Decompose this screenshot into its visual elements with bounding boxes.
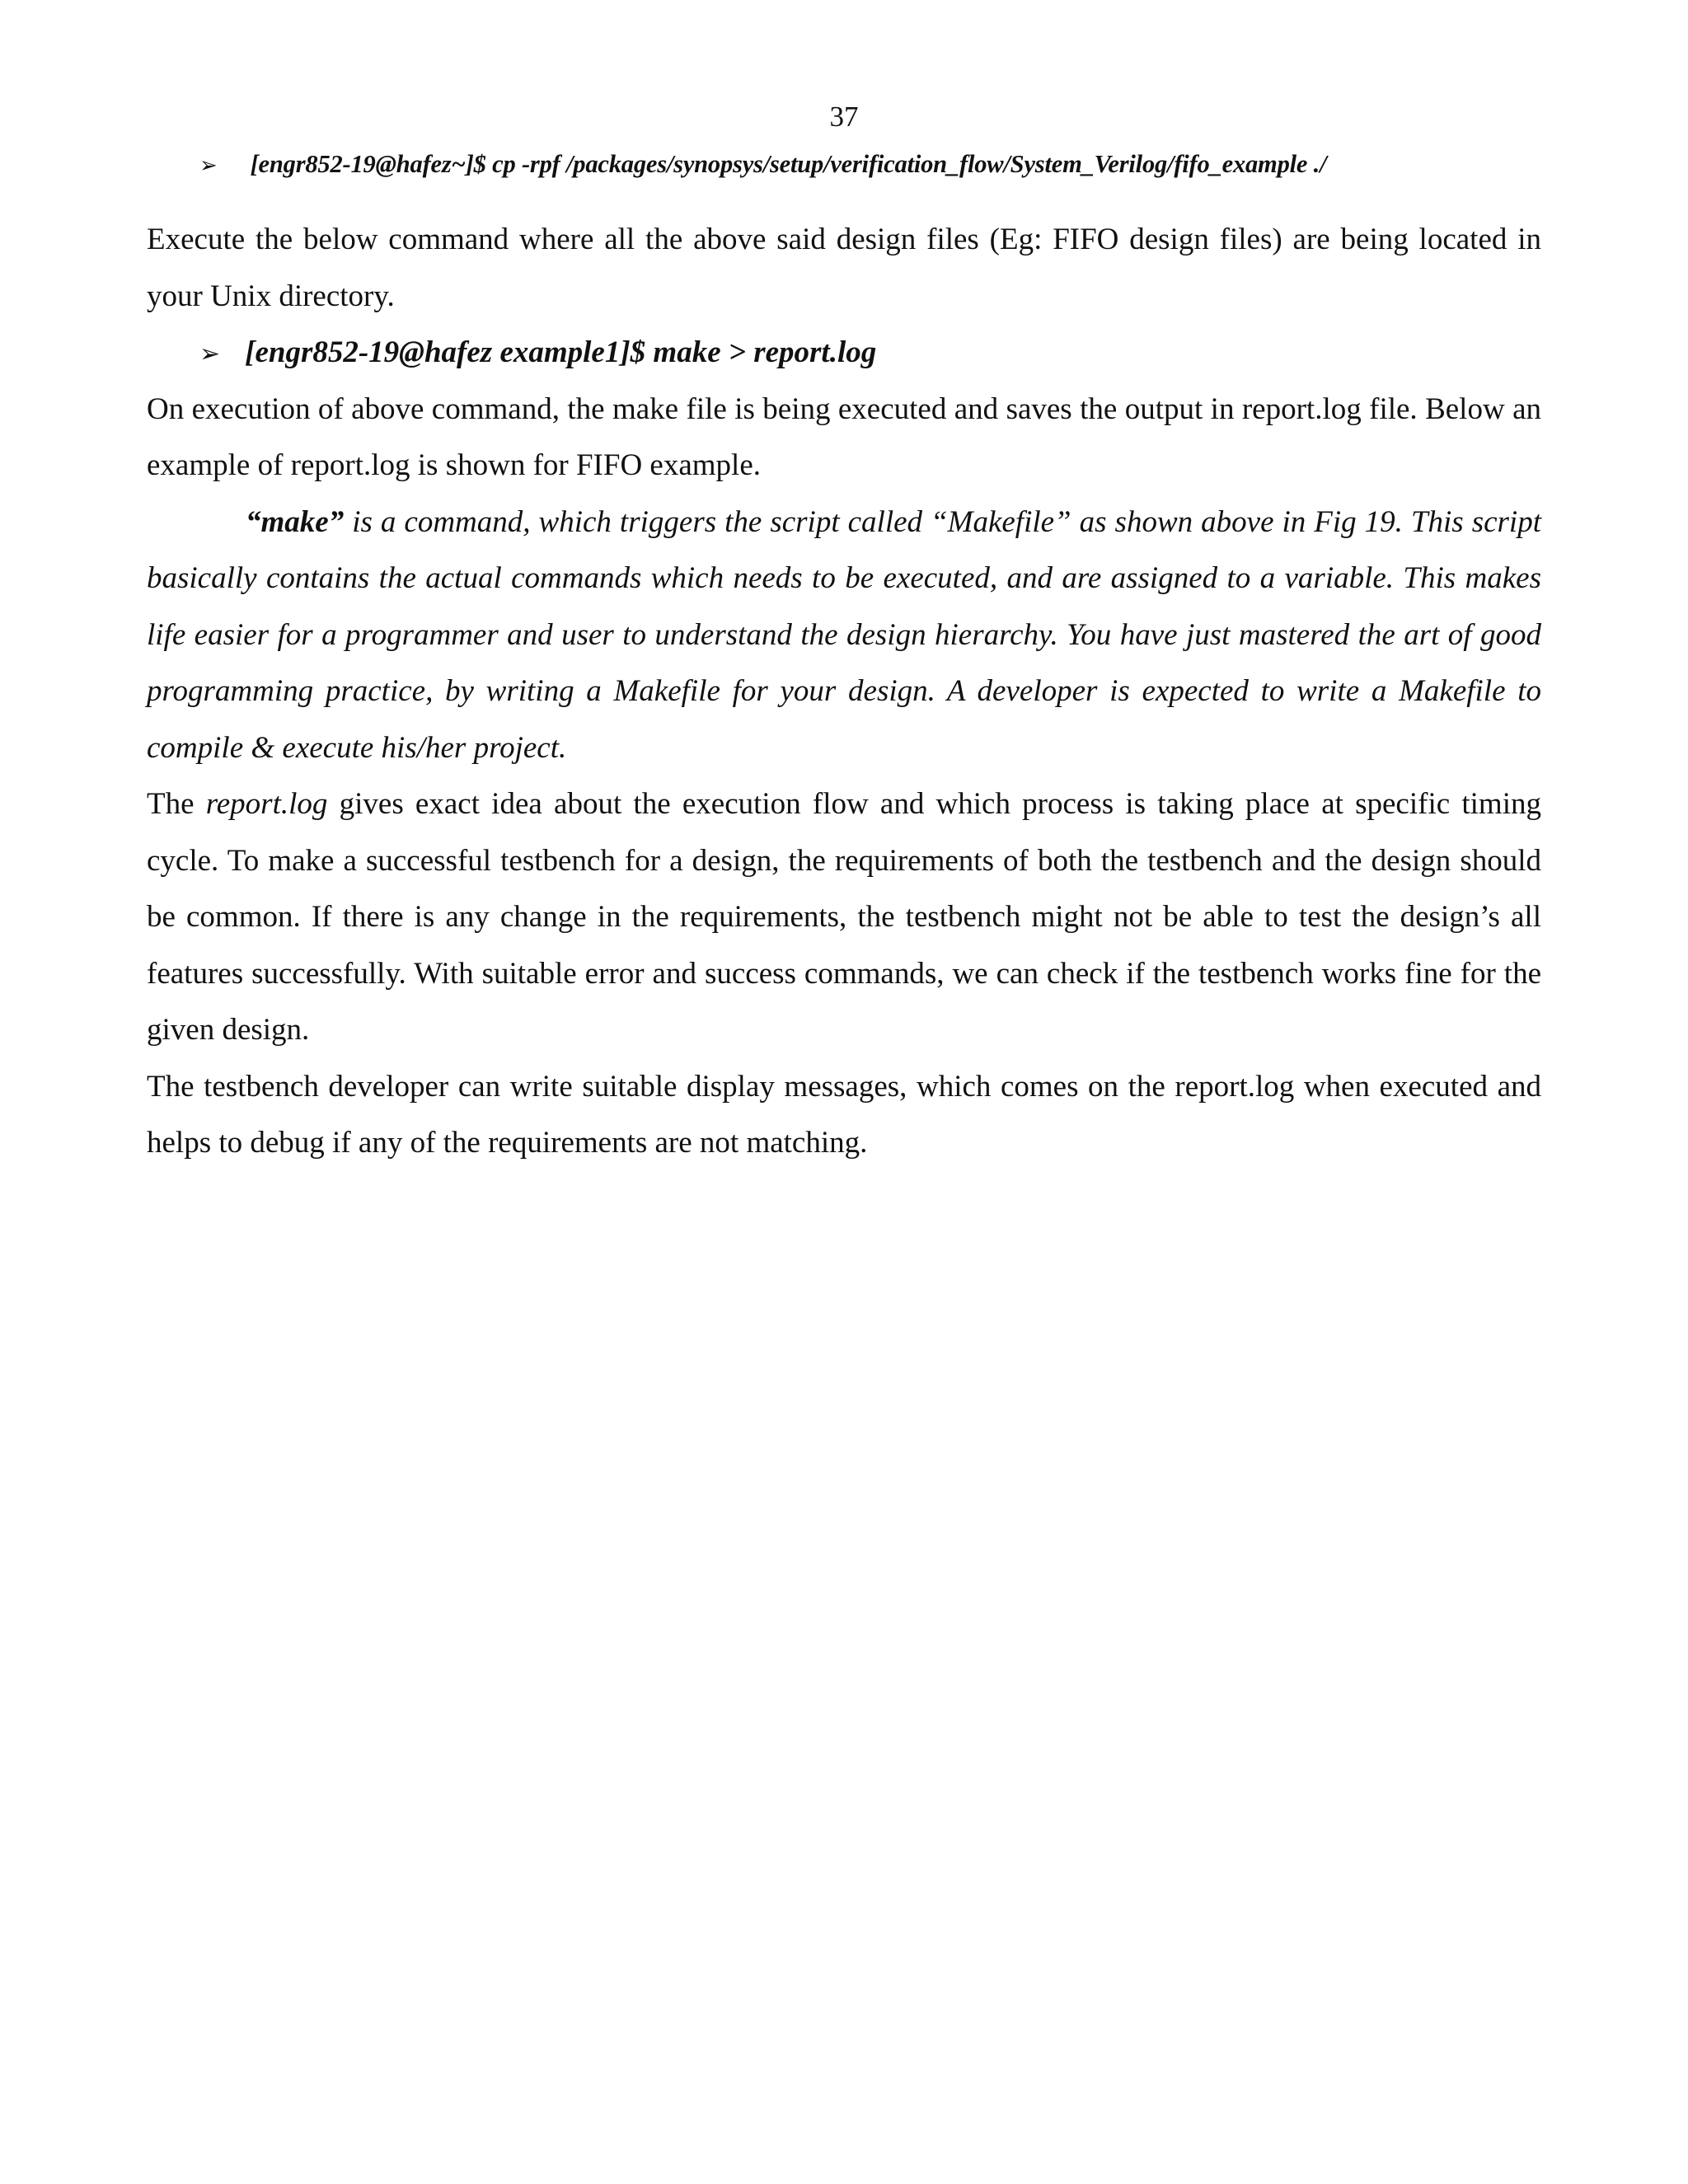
paragraph-report-log (147, 776, 1541, 1059)
copy-command-text: [engr852-19@hafez~]$ cp -rpf /packages/synopsys/setup/verification_flow/System_Verilog/fifo_example ./ (250, 150, 1327, 178)
make-command-line (199, 325, 1541, 382)
arrowhead-bullet-icon: ➢ (199, 340, 221, 368)
paragraph-testbench-messages: The testbench developer can write suitable display messages, which comes on the report.log when executed and helps to debug if any of the requirements are not matching. (147, 1069, 1541, 1160)
report-log-text: gives exact idea about the execution flow and which process is taking place at specific timing cycle. To make a successful testbench for a design, the requirements of both the testbench and the design should be common. If there is any change in the requirements, the testbench might not be able to test the design’s all features successfully. With suitable error and success commands, we can check if the testbench works fine for the given design. (147, 787, 1541, 1047)
report-log-lead: The (147, 787, 206, 821)
document-body (147, 143, 1541, 1172)
paragraph-make-note (147, 494, 1541, 777)
copy-command-line (199, 143, 1541, 185)
page-number: 37 (829, 101, 859, 133)
report-log-term: report.log (205, 787, 328, 821)
paragraph-make-execution: On execution of above command, the make file is being executed and saves the output in report.log file. Below an example of report.log is shown for FIFO example. (147, 391, 1541, 482)
paragraph-execute-command: Execute the below command where all the above said design files (Eg: FIFO design files) are being located in your Unix directory. (147, 223, 1541, 313)
make-note-text: is a command, which triggers the script called “Makefile” as shown above in Fig 19. This script basically contains the actual commands which needs to be executed, and are assigned to a variable. This makes life easier for a programmer and user to understand the design hierarchy. You have just mastered the art of good programming practice, by writing a Makefile for your design. A developer is expected to write a Makefile to compile & execute his/her project. (147, 504, 1541, 765)
make-keyword: “make” (246, 504, 345, 539)
arrowhead-bullet-icon: ➢ (199, 153, 218, 178)
make-command-text: [engr852-19@hafez example1]$ make > report.log (245, 335, 877, 369)
